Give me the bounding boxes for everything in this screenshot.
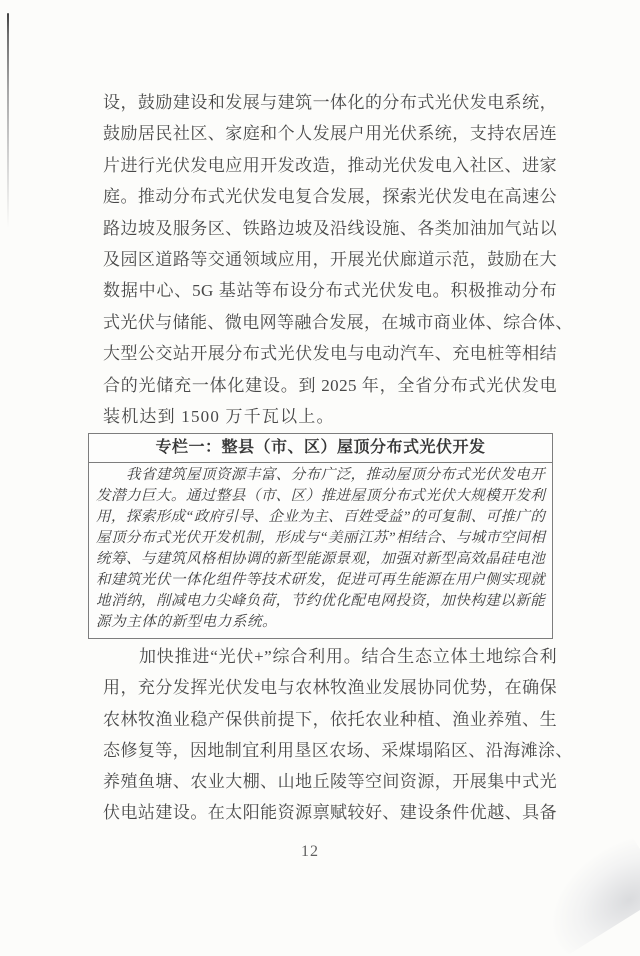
body-line: 合的光储充一体化建设。到 2025 年，全省分布式光伏发电 xyxy=(103,375,557,395)
body-line: 大型公交站开展分布式光伏发电与电动汽车、充电桩等相结 xyxy=(103,344,557,364)
box-body-line: 我省建筑屋顶资源丰富、分布广泛，推动屋顶分布式光伏发电开 xyxy=(126,467,545,483)
body-line: 装机达到 1500 万千瓦以上。 xyxy=(103,407,335,427)
body-line: 数据中心、5G 基站等布设分布式光伏发电。积极推动分布 xyxy=(103,281,557,301)
body-line: 鼓励居民社区、家庭和个人发展户用光伏系统，支持农居连 xyxy=(103,124,557,144)
body-line: 态修复等，因地制宜利用垦区农场、采煤塌陷区、沿海滩涂、 xyxy=(103,740,573,760)
column-box-title: 专栏一：整县（市、区）屋顶分布式光伏开发 xyxy=(89,434,552,463)
box-body-line: 统筹、与建筑风格相协调的新型能源景观，加强对新型高效晶硅电池 xyxy=(96,551,545,567)
body-paragraph-1 xyxy=(103,87,573,432)
body-line: 路边坡及服务区、铁路边坡及沿线设施、各类加油加气站以 xyxy=(103,218,557,238)
box-body-line: 发潜力巨大。通过整县（市、区）推进屋顶分布式光伏大规模开发利 xyxy=(96,488,545,504)
body-paragraph-2 xyxy=(103,641,573,829)
body-line: 伏电站建设。在太阳能资源禀赋较好、建设条件优越、具备 xyxy=(103,803,557,823)
body-line: 庭。推动分布式光伏发电复合发展，探索光伏发电在高速公 xyxy=(103,187,557,207)
body-line: 设，鼓励建设和发展与建筑一体化的分布式光伏发电系统， xyxy=(103,93,557,112)
box-body-line: 和建筑光伏一体化组件等技术研发，促进可再生能源在用户侧实现就 xyxy=(96,572,545,588)
body-line: 农林牧渔业稳产保供前提下，依托农业种植、渔业养殖、生 xyxy=(103,709,557,729)
box-body-line: 地消纳，削减电力尖峰负荷，节约优化配电网投资，加快构建以新能 xyxy=(96,593,545,609)
body-line: 片进行光伏发电应用开发改造，推动光伏发电入社区、进家 xyxy=(103,155,557,175)
box-body-line: 源为主体的新型电力系统。 xyxy=(96,614,278,630)
column-box-body xyxy=(89,463,552,638)
page-number: 12 xyxy=(301,843,319,860)
body-line: 加快推进“光伏+”综合利用。结合生态立体土地综合利 xyxy=(139,647,557,666)
body-line: 养殖鱼塘、农业大棚、山地丘陵等空间资源，开展集中式光 xyxy=(103,772,557,792)
body-line: 用，充分发挥光伏发电与农林牧渔业发展协同优势，在确保 xyxy=(103,678,557,698)
body-line: 及园区道路等交通领域应用，开展光伏廊道示范，鼓励在大 xyxy=(103,250,557,270)
box-body-line: 屋顶分布式光伏开发机制，形成与“美丽江苏”相结合、与城市空间相 xyxy=(96,530,545,546)
column-box xyxy=(88,433,553,639)
body-line: 式光伏与储能、微电网等融合发展，在城市商业体、综合体、 xyxy=(103,312,573,332)
scan-fold-line xyxy=(7,13,9,228)
box-body-line: 用，探索形成“政府引导、企业为主、百姓受益”的可复制、可推广的 xyxy=(96,509,545,525)
